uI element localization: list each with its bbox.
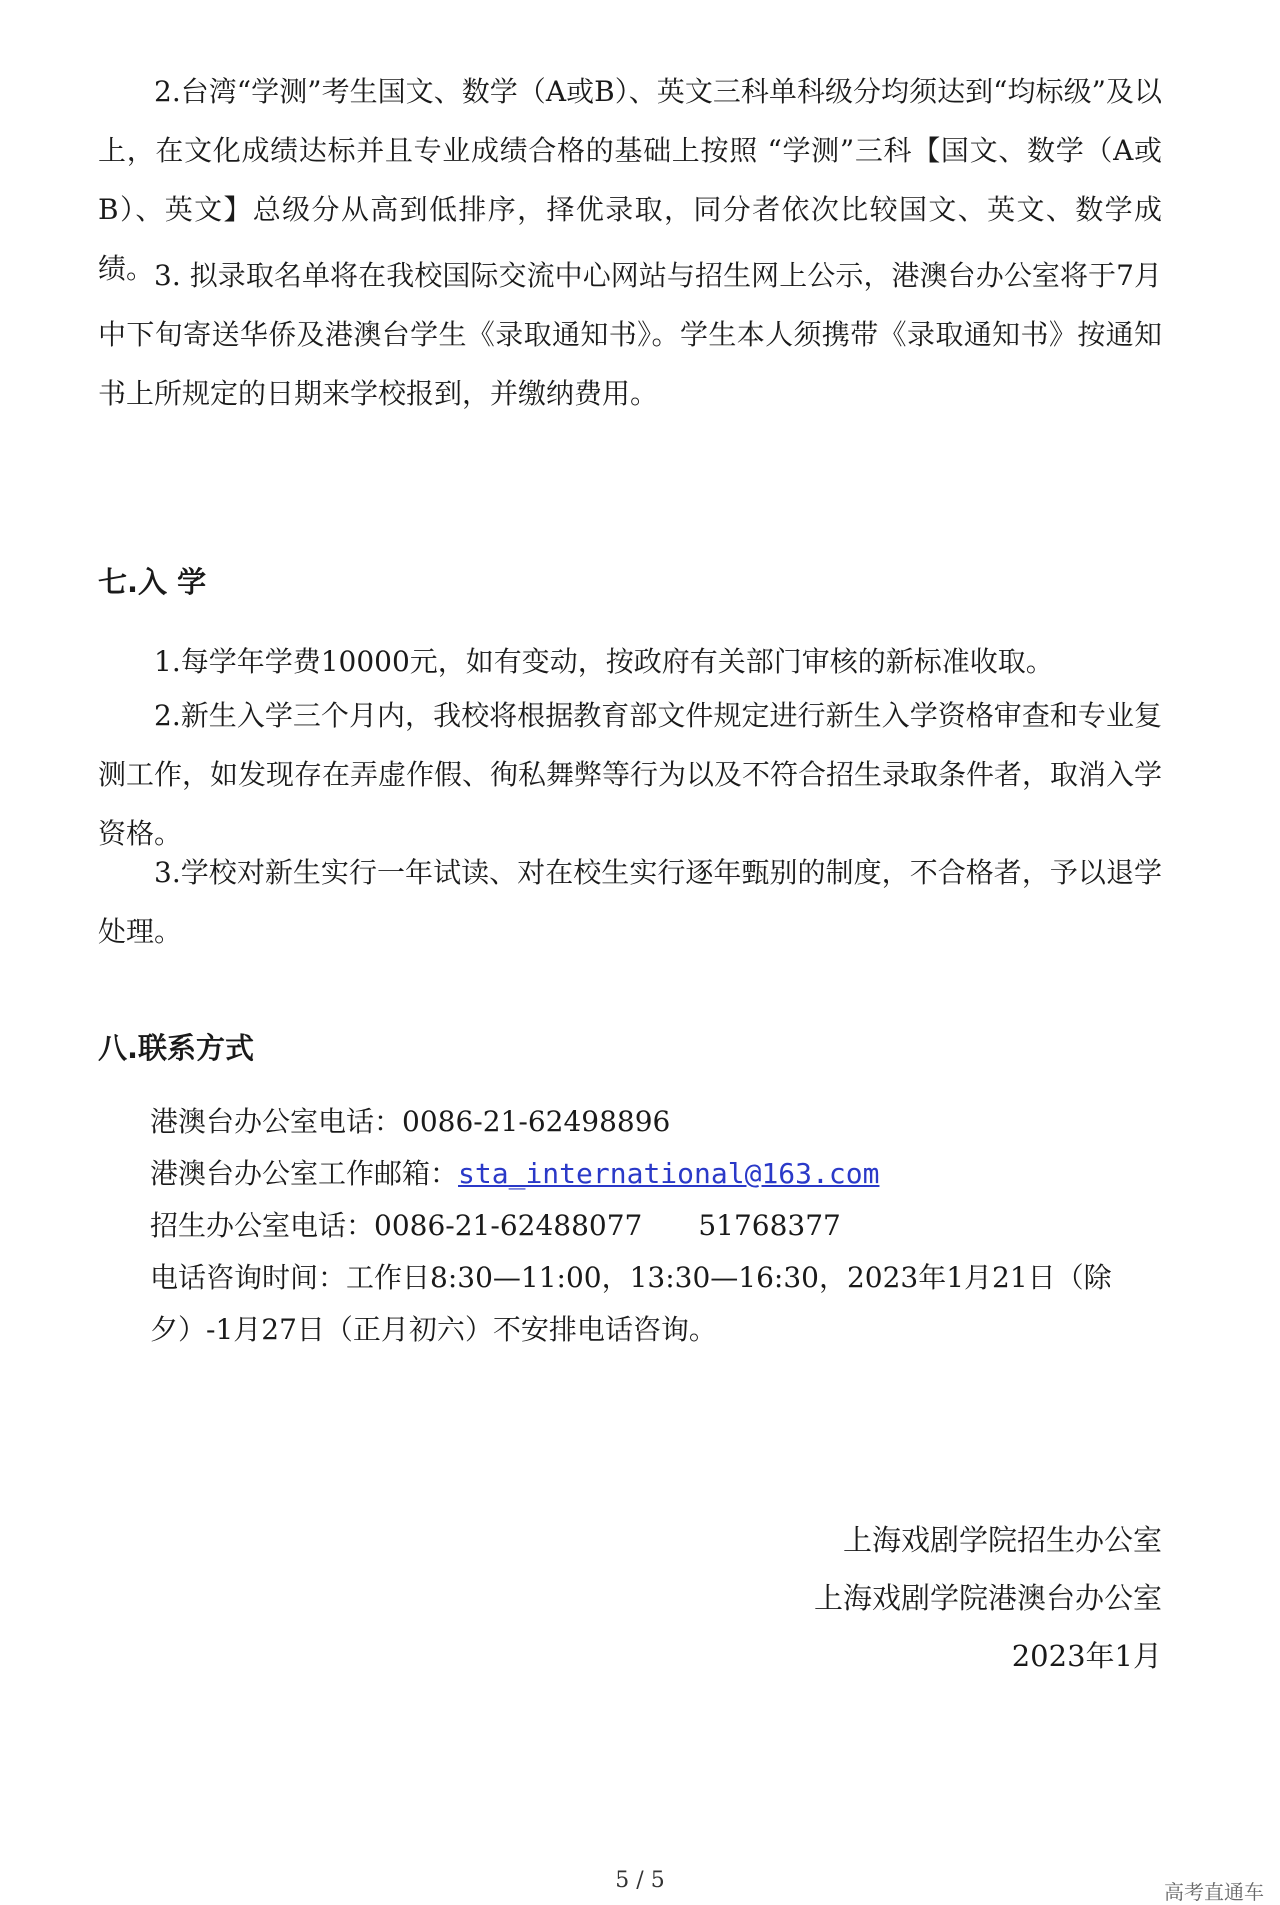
- enrollment-rule-2: 2.新生入学三个月内，我校将根据教育部文件规定进行新生入学资格审查和专业复测工作，如发现存在弄虚作假、徇私舞弊等行为以及不符合招生录取条件者，取消入学资格。: [98, 699, 1163, 850]
- admission-rule-3: 3. 拟录取名单将在我校国际交流中心网站与招生网上公示，港澳台办公室将于7月中下旬寄送华侨及港澳台学生《录取通知书》。学生本人须携带《录取通知书》按通知书上所规定的日期来学校报到，并缴纳费用。: [98, 259, 1162, 410]
- hkmt-email-link[interactable]: sta_international@163.com: [458, 1157, 880, 1190]
- signature-hkmt-office: 上海戏剧学院港澳台办公室: [813, 1581, 1162, 1615]
- enrollment-rule-1: 1.每学年学费10000元，如有变动，按政府有关部门审核的新标准收取。: [154, 645, 1054, 678]
- admissions-phone: [150, 1200, 1162, 1252]
- admissions-phone-value: 0086-21-62488077 51768377: [374, 1209, 841, 1242]
- hkmt-phone-label: 港澳台办公室电话：: [150, 1105, 403, 1138]
- hkmt-email: [150, 1148, 1162, 1200]
- hkmt-phone-value: 0086-21-62498896: [402, 1105, 671, 1138]
- admission-rule-2: 2.台湾“学测”考生国文、数学（A或B）、英文三科单科级分均须达到“均标级”及以上，在文化成绩达标并且专业成绩合格的基础上按照 “学测”三科【国文、数学（A或B）、英文】总级分从高到低排序，择优录取，同分者依次比较国文、英文、数学成绩。: [98, 75, 1162, 285]
- signature-admissions-office: 上海戏剧学院招生办公室: [842, 1523, 1162, 1557]
- page-number: 5 / 5: [615, 1868, 665, 1893]
- enrollment-rule-3: 3.学校对新生实行一年试读、对在校生实行逐年甄别的制度，不合格者，予以退学处理。: [98, 856, 1162, 948]
- section-heading-enrollment: 七.入 学: [98, 565, 207, 599]
- consultation-hours: 电话咨询时间：工作日8:30—11:00，13:30—16:30，2023年1月21日（除夕）-1月27日（正月初六）不安排电话咨询。: [150, 1261, 1112, 1346]
- section-heading-contact: 八.联系方式: [98, 1031, 255, 1065]
- watermark: 高考直通车: [1164, 1880, 1264, 1904]
- admissions-phone-label: 招生办公室电话：: [150, 1209, 375, 1242]
- signature-date: 2023年1月: [1011, 1639, 1162, 1673]
- hkmt-email-label: 港澳台办公室工作邮箱：: [150, 1157, 459, 1190]
- hkmt-phone: [150, 1096, 1162, 1148]
